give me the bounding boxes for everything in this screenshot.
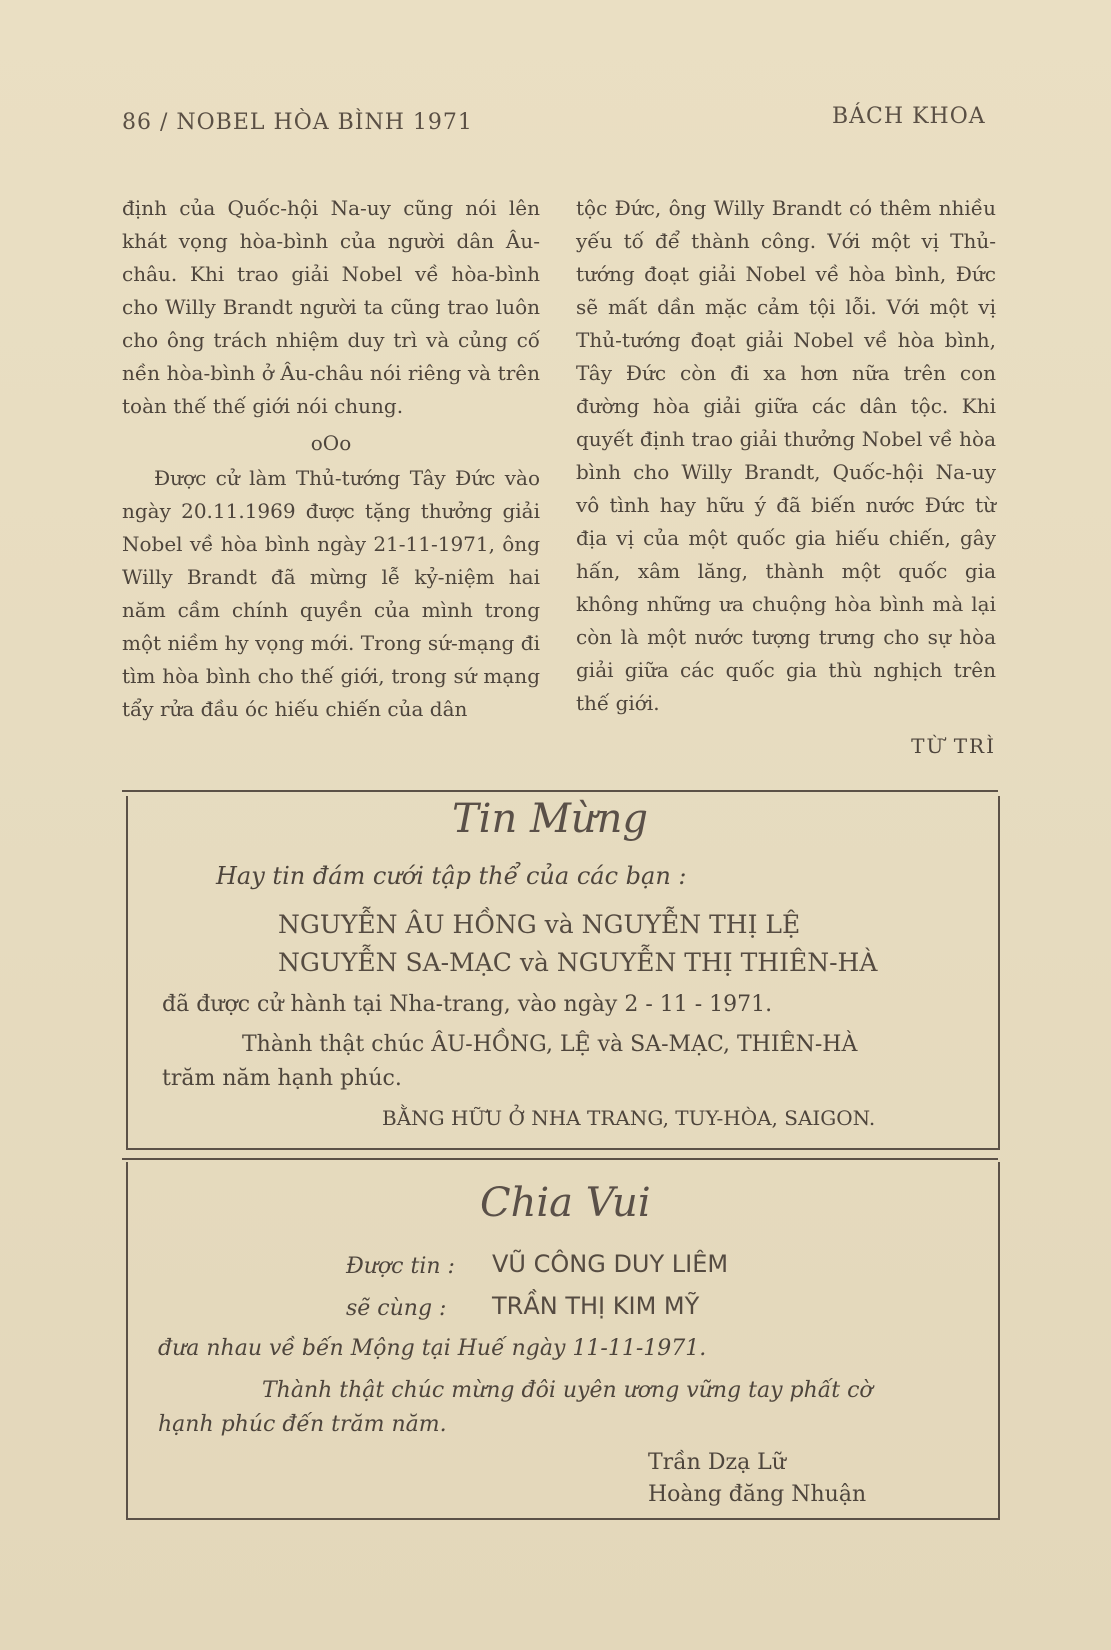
congratulation-wish: Thành thật chúc mừng đôi uyên ương vững tay phất cờ (262, 1378, 873, 1403)
article-column-right (576, 192, 996, 763)
couple-names-1: NGUYỄN ÂU HỒNG và NGUYỄN THỊ LỆ (278, 910, 801, 939)
divider (122, 1158, 998, 1160)
signer-name: Hoàng đăng Nhuận (648, 1482, 867, 1507)
tin-mung-signature: BẰNG HỮU Ở NHA TRANG, TUY-HÒA, SAIGON. (382, 1106, 876, 1130)
article-paragraph: Được cử làm Thủ-tướng Tây Đức vào ngày 20.11.1969 được tặng thưởng giải Nobel về hòa bình ngày 21-11-1971, ông Willy Brandt đã mừng lễ kỷ-niệm hai năm cầm chính quyền của mình trong một niềm hy vọng mới. Trong sứ-mạng đi tìm hòa bình cho thế giới, trong sứ mạng tẩy rửa đầu óc hiếu chiến của dân (122, 466, 540, 721)
article-column-left (122, 192, 540, 726)
chia-vui-title: Chia Vui (480, 1180, 651, 1226)
wedding-venue: đã được cử hành tại Nha-trang, vào ngày 2 - 11 - 1971. (162, 992, 773, 1017)
congratulation-wish-end: hạnh phúc đến trăm năm. (158, 1412, 447, 1437)
groom-name: VŨ CÔNG DUY LIÊM (492, 1250, 729, 1278)
tin-mung-title: Tin Mừng (452, 796, 649, 842)
signer-name: Trần Dzạ Lữ (648, 1450, 786, 1475)
magazine-name: BÁCH KHOA (832, 104, 986, 129)
article-author: TỪ TRÌ (911, 734, 996, 758)
wedding-wish-end: trăm năm hạnh phúc. (162, 1066, 402, 1091)
bride-name: TRẦN THỊ KIM MỸ (492, 1292, 700, 1320)
page-header-title: 86 / NOBEL HÒA BÌNH 1971 (122, 110, 473, 135)
divider (122, 790, 998, 792)
announcement-label: sẽ cùng : (346, 1296, 447, 1321)
announcement-label: Được tin : (346, 1254, 455, 1279)
article-paragraph: định của Quốc-hội Na-uy cũng nói lên khát vọng hòa-bình của người dân Âu-châu. Khi trao giải Nobel về hòa-bình cho Willy Brandt người ta cũng trao luôn cho ông trách nhiệm duy trì và củng cố nền hòa-bình ở Âu-châu nói riêng và trên toàn thế thế giới nói chung. (122, 196, 540, 418)
article-paragraph: tộc Đức, ông Willy Brandt có thêm nhiều yếu tố để thành công. Với một vị Thủ-tướng đoạt giải Nobel về hòa bình, Đức sẽ mất dần mặc cảm tội lỗi. Với một vị Thủ-tướng đoạt giải Nobel về hòa bình, Tây Đức còn đi xa hơn nữa trên con đường hòa giải giữa các dân tộc. Khi quyết định trao giải thưởng Nobel về hòa bình cho Willy Brandt, Quốc-hội Na-uy vô tình hay hữu ý đã biến nước Đức từ địa vị của một quốc gia hiếu chiến, gây hấn, xâm lăng, thành một quốc gia không những ưa chuộng hòa bình mà lại còn là một nước tượng trưng cho sự hòa giải giữa các quốc gia thù nghịch trên thế giới. (576, 196, 996, 715)
wedding-wish: Thành thật chúc ÂU-HỒNG, LỆ và SA-MẠC, THIÊN-HÀ (242, 1032, 858, 1057)
section-separator: oOo (310, 431, 352, 455)
wedding-event: đưa nhau về bến Mộng tại Huế ngày 11-11-1971. (158, 1336, 707, 1361)
couple-names-2: NGUYỄN SA-MẠC và NGUYỄN THỊ THIÊN-HÀ (278, 948, 878, 977)
tin-mung-intro: Hay tin đám cưới tập thể của các bạn : (216, 862, 687, 890)
chia-vui-box (126, 1162, 1000, 1520)
tin-mung-box (126, 796, 1000, 1150)
